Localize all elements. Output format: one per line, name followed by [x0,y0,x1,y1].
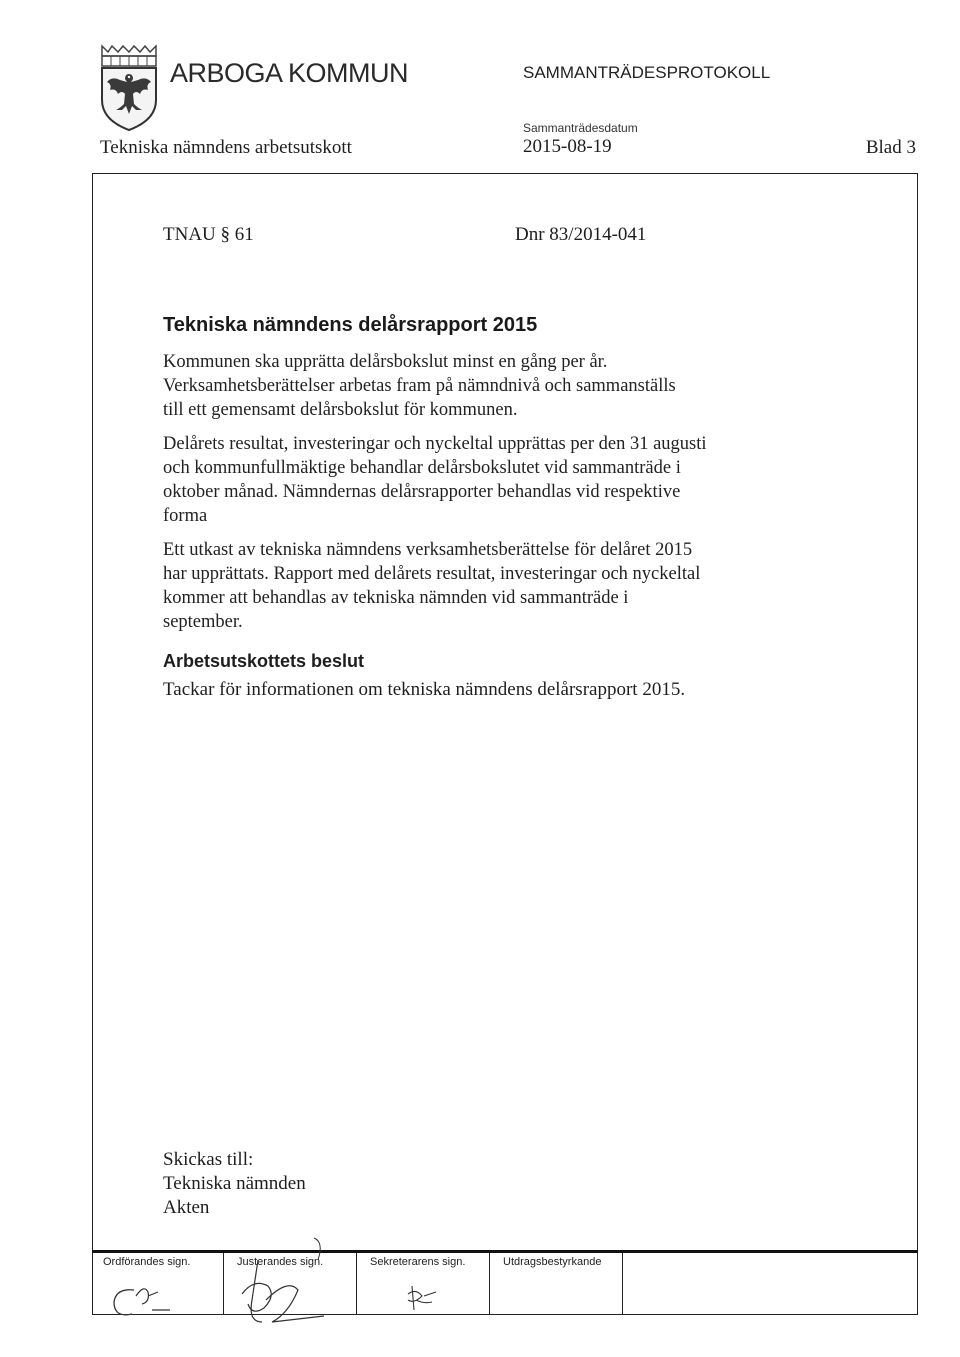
registration-number: Dnr 83/2014-041 [515,224,647,245]
case-paragraph-id: TNAU § 61 [163,224,254,245]
paragraph-1: Kommunen ska upprätta delårsbokslut minst en gång per år. Verksamhetsberättelser arbetas fram på nämndnivå och sammanställs till ett gemensamt delårsbokslut för kommunen. [163,352,676,420]
paragraph-2: Delårets resultat, investeringar och nyckeltal upprättas per den 31 augusti och kommunfullmäktige behandlar delårsbokslutet vid sammanträde i oktober månad. Nämndernas delårsrapporter behandlas vid respektive forma [163,434,707,526]
adjuster-signature-label: Justerandes sign. [237,1256,324,1268]
page-number: Blad 3 [865,137,916,158]
signature-divider [622,1253,623,1315]
distribution-list [163,1148,306,1220]
secretary-signature-label: Sekreterarens sign. [370,1256,466,1268]
handwritten-signatures [92,1230,592,1325]
recipient: Tekniska nämnden [163,1173,306,1194]
committee-name: Tekniska nämndens arbetsutskott [100,137,352,158]
paragraph-3: Ett utkast av tekniska nämndens verksamhetsberättelse för delåret 2015 har upprättats. Rapport med delårets resultat, investeringar och nyckeltal kommer att behandlas av tekniska nämnden vid sammanträde i september. [163,540,701,632]
meeting-date-label: Sammanträdesdatum [523,121,638,135]
coat-of-arms-icon [98,44,160,132]
certified-extract-label: Utdragsbestyrkande [503,1256,602,1268]
meeting-date: 2015-08-19 [523,136,612,157]
section-heading: Tekniska nämndens delårsrapport 2015 [163,314,538,336]
decision-heading: Arbetsutskottets beslut [163,651,365,671]
recipient: Akten [163,1197,210,1218]
org-name: ARBOGA KOMMUN [170,58,409,88]
protocol-frame [92,173,918,1315]
chair-signature-label: Ordförandes sign. [103,1256,191,1268]
distribution-label: Skickas till: [163,1149,254,1170]
document-type: SAMMANTRÄDESPROTOKOLL [523,63,771,82]
decision-text: Tackar för informationen om tekniska nämndens delårsrapport 2015. [163,679,686,700]
